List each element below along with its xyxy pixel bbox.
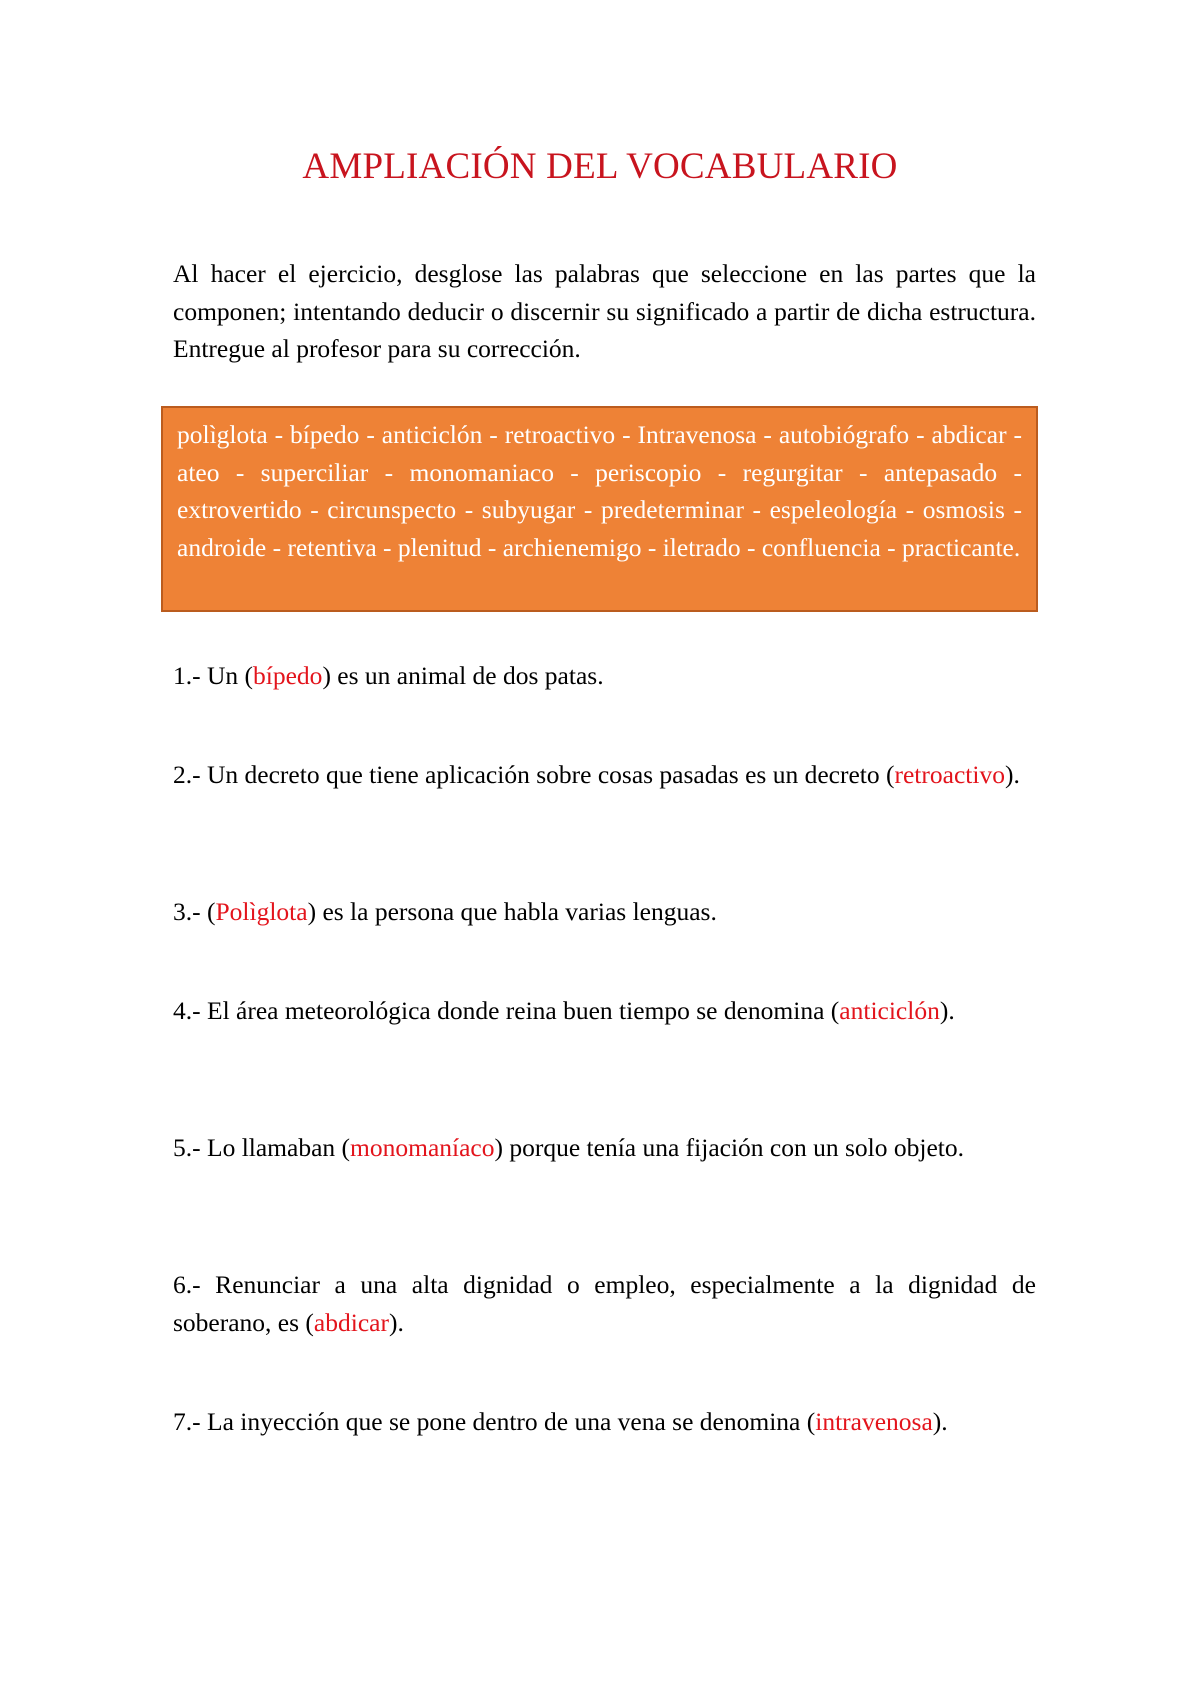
item-text-after: ).	[1004, 760, 1020, 789]
item-text-after: ).	[932, 1407, 948, 1436]
exercise-item-4	[173, 992, 1036, 1030]
answer-word: abdicar	[313, 1307, 389, 1337]
answer-word: monomaníaco	[350, 1133, 495, 1162]
answer-word: bípedo	[253, 661, 323, 690]
answer-word: retroactivo	[894, 760, 1005, 789]
exercise-item-1	[173, 657, 1036, 695]
exercise-item-7	[173, 1403, 1036, 1441]
answer-word: intravenosa	[815, 1407, 933, 1436]
document-title: AMPLIACIÓN DEL VOCABULARIO	[302, 146, 898, 187]
item-text-after: ) es la persona que habla varias lenguas.	[307, 897, 717, 926]
item-text-before: 4.- El área meteorológica donde reina buen tiempo se denomina (	[173, 996, 840, 1025]
item-text-before: 2.- Un decreto que tiene aplicación sobre cosas pasadas es un decreto (	[173, 760, 895, 789]
item-text-before: 1.- Un (	[173, 661, 254, 690]
word-list-box: polìglota - bípedo - anticiclón - retroactivo - Intravenosa - autobiógrafo - abdicar - ateo - superciliar - monomaniaco - periscopio - regurgitar - antepasado - extrovertido - circunspecto - subyugar - predeterminar - espeleología - osmosis - androide - retentiva - plenitud - archienemigo - iletrado - confluencia - practicante.	[161, 406, 1038, 612]
item-text-after: ).	[939, 996, 955, 1025]
item-text-after: ) es un animal de dos patas.	[322, 661, 604, 690]
item-text-before: 6.- Renunciar a una alta dignidad o empleo, especialmente a la dignidad de soberano, es (	[173, 1270, 1036, 1337]
answer-word: anticiclón	[839, 996, 940, 1025]
exercise-item-6	[173, 1266, 1036, 1341]
item-text-before: 5.- Lo llamaban (	[173, 1133, 351, 1162]
item-text-before: 3.- (	[173, 897, 216, 926]
exercise-item-2	[173, 756, 1036, 794]
instructions-paragraph: Al hacer el ejercicio, desglose las palabras que seleccione en las partes que la componen; intentando deducir o discernir su significado a partir de dicha estructura. Entregue al profesor para su corrección.	[173, 259, 1036, 363]
exercise-item-3	[173, 893, 1036, 931]
item-text-after: ) porque tenía una fijación con un solo objeto.	[494, 1133, 964, 1162]
answer-word: Polìglota	[215, 897, 308, 926]
item-text-before: 7.- La inyección que se pone dentro de una vena se denomina (	[173, 1407, 816, 1436]
item-text-after: ).	[388, 1307, 404, 1337]
exercise-item-5	[173, 1129, 1036, 1167]
